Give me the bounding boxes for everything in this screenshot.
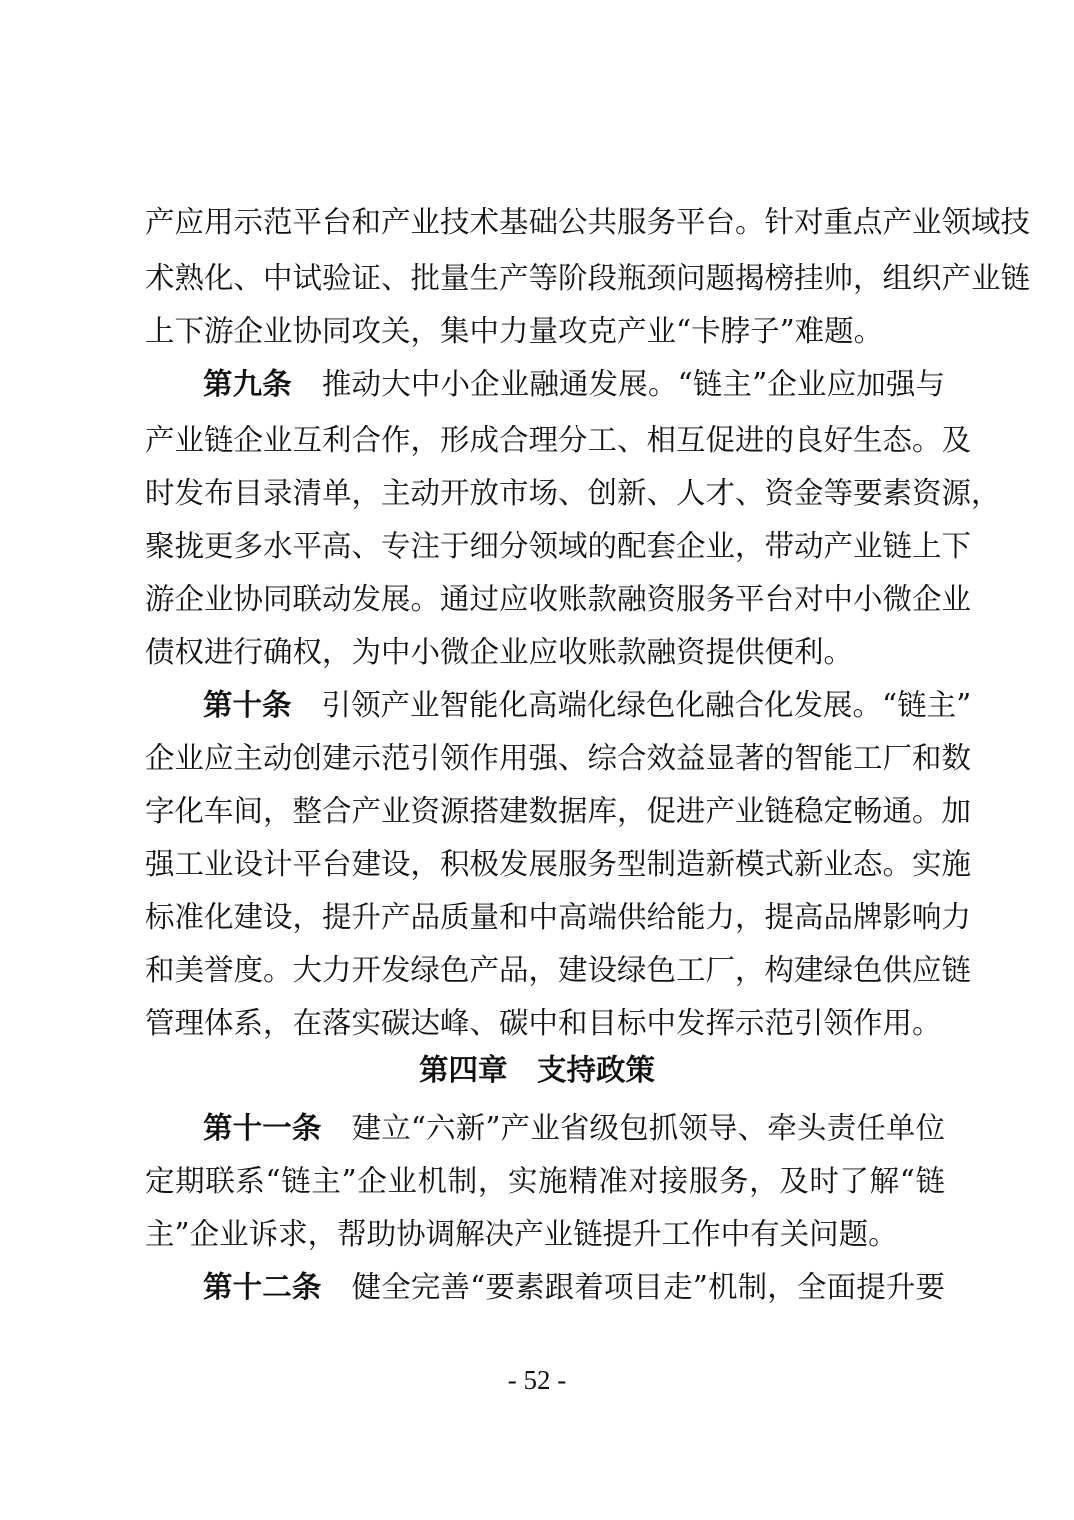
article-10-line: 和美誉度。大力开发绿色产品，建设绿色工厂，构建绿色供应链: [145, 953, 972, 987]
article-11-first-line: [203, 1102, 945, 1154]
article-12-heading: 第十二条: [203, 1270, 322, 1304]
chapter-title: 第四章 支持政策: [418, 1053, 655, 1087]
article-9-line: 时发布目录清单，主动开放市场、创新、人才、资金等要素资源，: [145, 476, 1001, 510]
article-9-text: 推动大中小企业融通发展。“链主”企业应加强与: [321, 367, 945, 401]
body-line: 术熟化、中试验证、批量生产等阶段瓶颈问题揭榜挂帅，组织产业链: [145, 261, 1031, 295]
article-11-line: 定期联系“链主”企业机制，实施精准对接服务，及时了解“链: [145, 1164, 945, 1198]
article-10-line: 管理体系，在落实碳达峰、碳中和目标中发挥示范引领作用。: [145, 1006, 942, 1040]
article-9-line: 产业链企业互利合作，形成合理分工、相互促进的良好生态。及: [145, 423, 972, 457]
article-12-first-line: [203, 1261, 945, 1313]
article-10-heading: 第十条: [203, 688, 292, 722]
article-9-line: 游企业协同联动发展。通过应收账款融资服务平台对中小微企业: [145, 582, 972, 616]
article-10-first-line: [203, 679, 972, 731]
article-10-line: 字化车间，整合产业资源搭建数据库，促进产业链稳定畅通。加: [145, 794, 972, 828]
article-10-line: 企业应主动创建示范引领作用强、综合效益显著的智能工厂和数: [145, 741, 972, 775]
article-11-line: 主”企业诉求，帮助协调解决产业链提升工作中有关问题。: [145, 1217, 898, 1251]
article-9-line: 聚拢更多水平高、专注于细分领域的配套企业，带动产业链上下: [145, 529, 972, 563]
article-9-first-line: [203, 358, 945, 410]
body-line: 产应用示范平台和产业技术基础公共服务平台。针对重点产业领域技: [145, 205, 1031, 239]
article-10-line: 强工业设计平台建设，积极发展服务型制造新模式新业态。实施: [145, 847, 972, 881]
body-line: 上下游企业协同攻关，集中力量攻克产业“卡脖子”难题。: [145, 314, 884, 348]
article-9-line: 债权进行确权，为中小微企业应收账款融资提供便利。: [145, 635, 854, 669]
page-number: - 52 -: [507, 1365, 567, 1395]
article-10-line: 标准化建设，提升产品质量和中高端供给能力，提高品牌影响力: [145, 900, 972, 934]
article-9-heading: 第九条: [203, 367, 292, 401]
article-11-text: 建立“六新”产业省级包抓领导、牵头责任单位: [351, 1111, 945, 1145]
article-10-text: 引领产业智能化高端化绿色化融合化发展。“链主”: [321, 688, 972, 722]
article-11-heading: 第十一条: [203, 1111, 322, 1145]
article-12-text: 健全完善“要素跟着项目走”机制，全面提升要: [351, 1270, 945, 1304]
